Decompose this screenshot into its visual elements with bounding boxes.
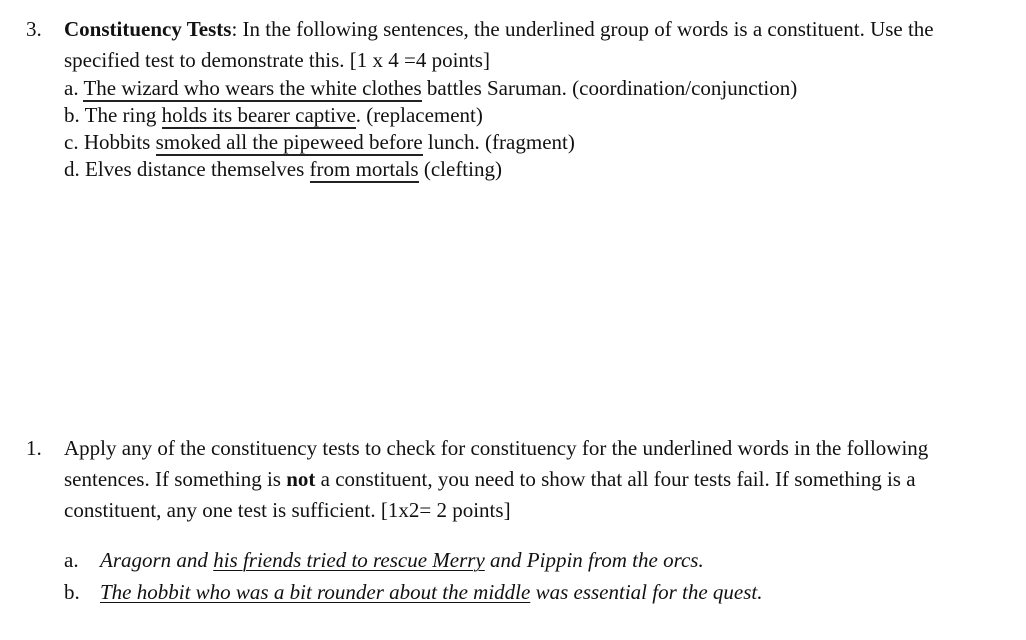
- sentence-list: [64, 544, 986, 608]
- underlined-phrase: from mortals: [309, 157, 419, 181]
- sentence-suffix: battles Saruman. (coordination/conjunction): [421, 76, 798, 100]
- question-intro-text: : In the following sentences, the underlined group of words is a constituent. Use the specified test to demonstrate this. [1 x 4 =4 points]: [64, 17, 934, 72]
- question-1: [26, 433, 986, 608]
- question-text-part: a constituent, you need to show that all four tests fail. If something is a constituent, any one test is sufficient. [1x2= 2 points]: [64, 467, 916, 522]
- underlined-phrase: holds its bearer captive: [161, 103, 356, 127]
- sentence-prefix: Aragorn and: [100, 548, 214, 572]
- sentence-item: [64, 129, 986, 156]
- sentence-prefix: a.: [64, 76, 84, 100]
- question-body: [64, 433, 986, 608]
- sentence-suffix: (clefting): [418, 157, 502, 181]
- question-3: [26, 14, 986, 183]
- question-intro: [64, 14, 986, 76]
- underlined-phrase: The hobbit who was a bit rounder about the middle: [100, 580, 531, 604]
- item-letter: a.: [64, 548, 79, 572]
- sentence-item: [64, 156, 986, 183]
- sentence-item: [64, 102, 986, 129]
- sentence-suffix: was essential for the quest.: [530, 580, 763, 604]
- sentence-item: [64, 75, 986, 102]
- question-number: 1.: [26, 436, 42, 460]
- question-heading: Constituency Tests: [64, 17, 232, 41]
- emphasis-not: not: [286, 467, 316, 491]
- underlined-phrase: smoked all the pipeweed before: [155, 130, 423, 154]
- sentence-text: [100, 544, 704, 576]
- question-body: [64, 14, 986, 183]
- sentence-suffix: lunch. (fragment): [422, 130, 575, 154]
- underlined-phrase: The wizard who wears the white clothes: [83, 76, 422, 100]
- question-text-part: Apply any of the constituency tests to check for constituency for the underlined words in the following sentences. If something is: [64, 436, 929, 491]
- sentence-suffix: . (replacement): [355, 103, 483, 127]
- question-number: 3.: [26, 17, 42, 41]
- sentence-prefix: b. The ring: [64, 103, 162, 127]
- underlined-phrase: his friends tried to rescue Merry: [213, 548, 485, 572]
- sentence-item: [64, 576, 986, 608]
- sentence-text: [100, 576, 762, 608]
- sentence-list: [64, 75, 986, 183]
- sentence-prefix: c. Hobbits: [64, 130, 156, 154]
- question-intro: [64, 433, 986, 526]
- sentence-suffix: and Pippin from the orcs.: [484, 548, 704, 572]
- sentence-prefix: d. Elves distance themselves: [64, 157, 310, 181]
- item-letter: b.: [64, 580, 80, 604]
- sentence-item: [64, 544, 986, 576]
